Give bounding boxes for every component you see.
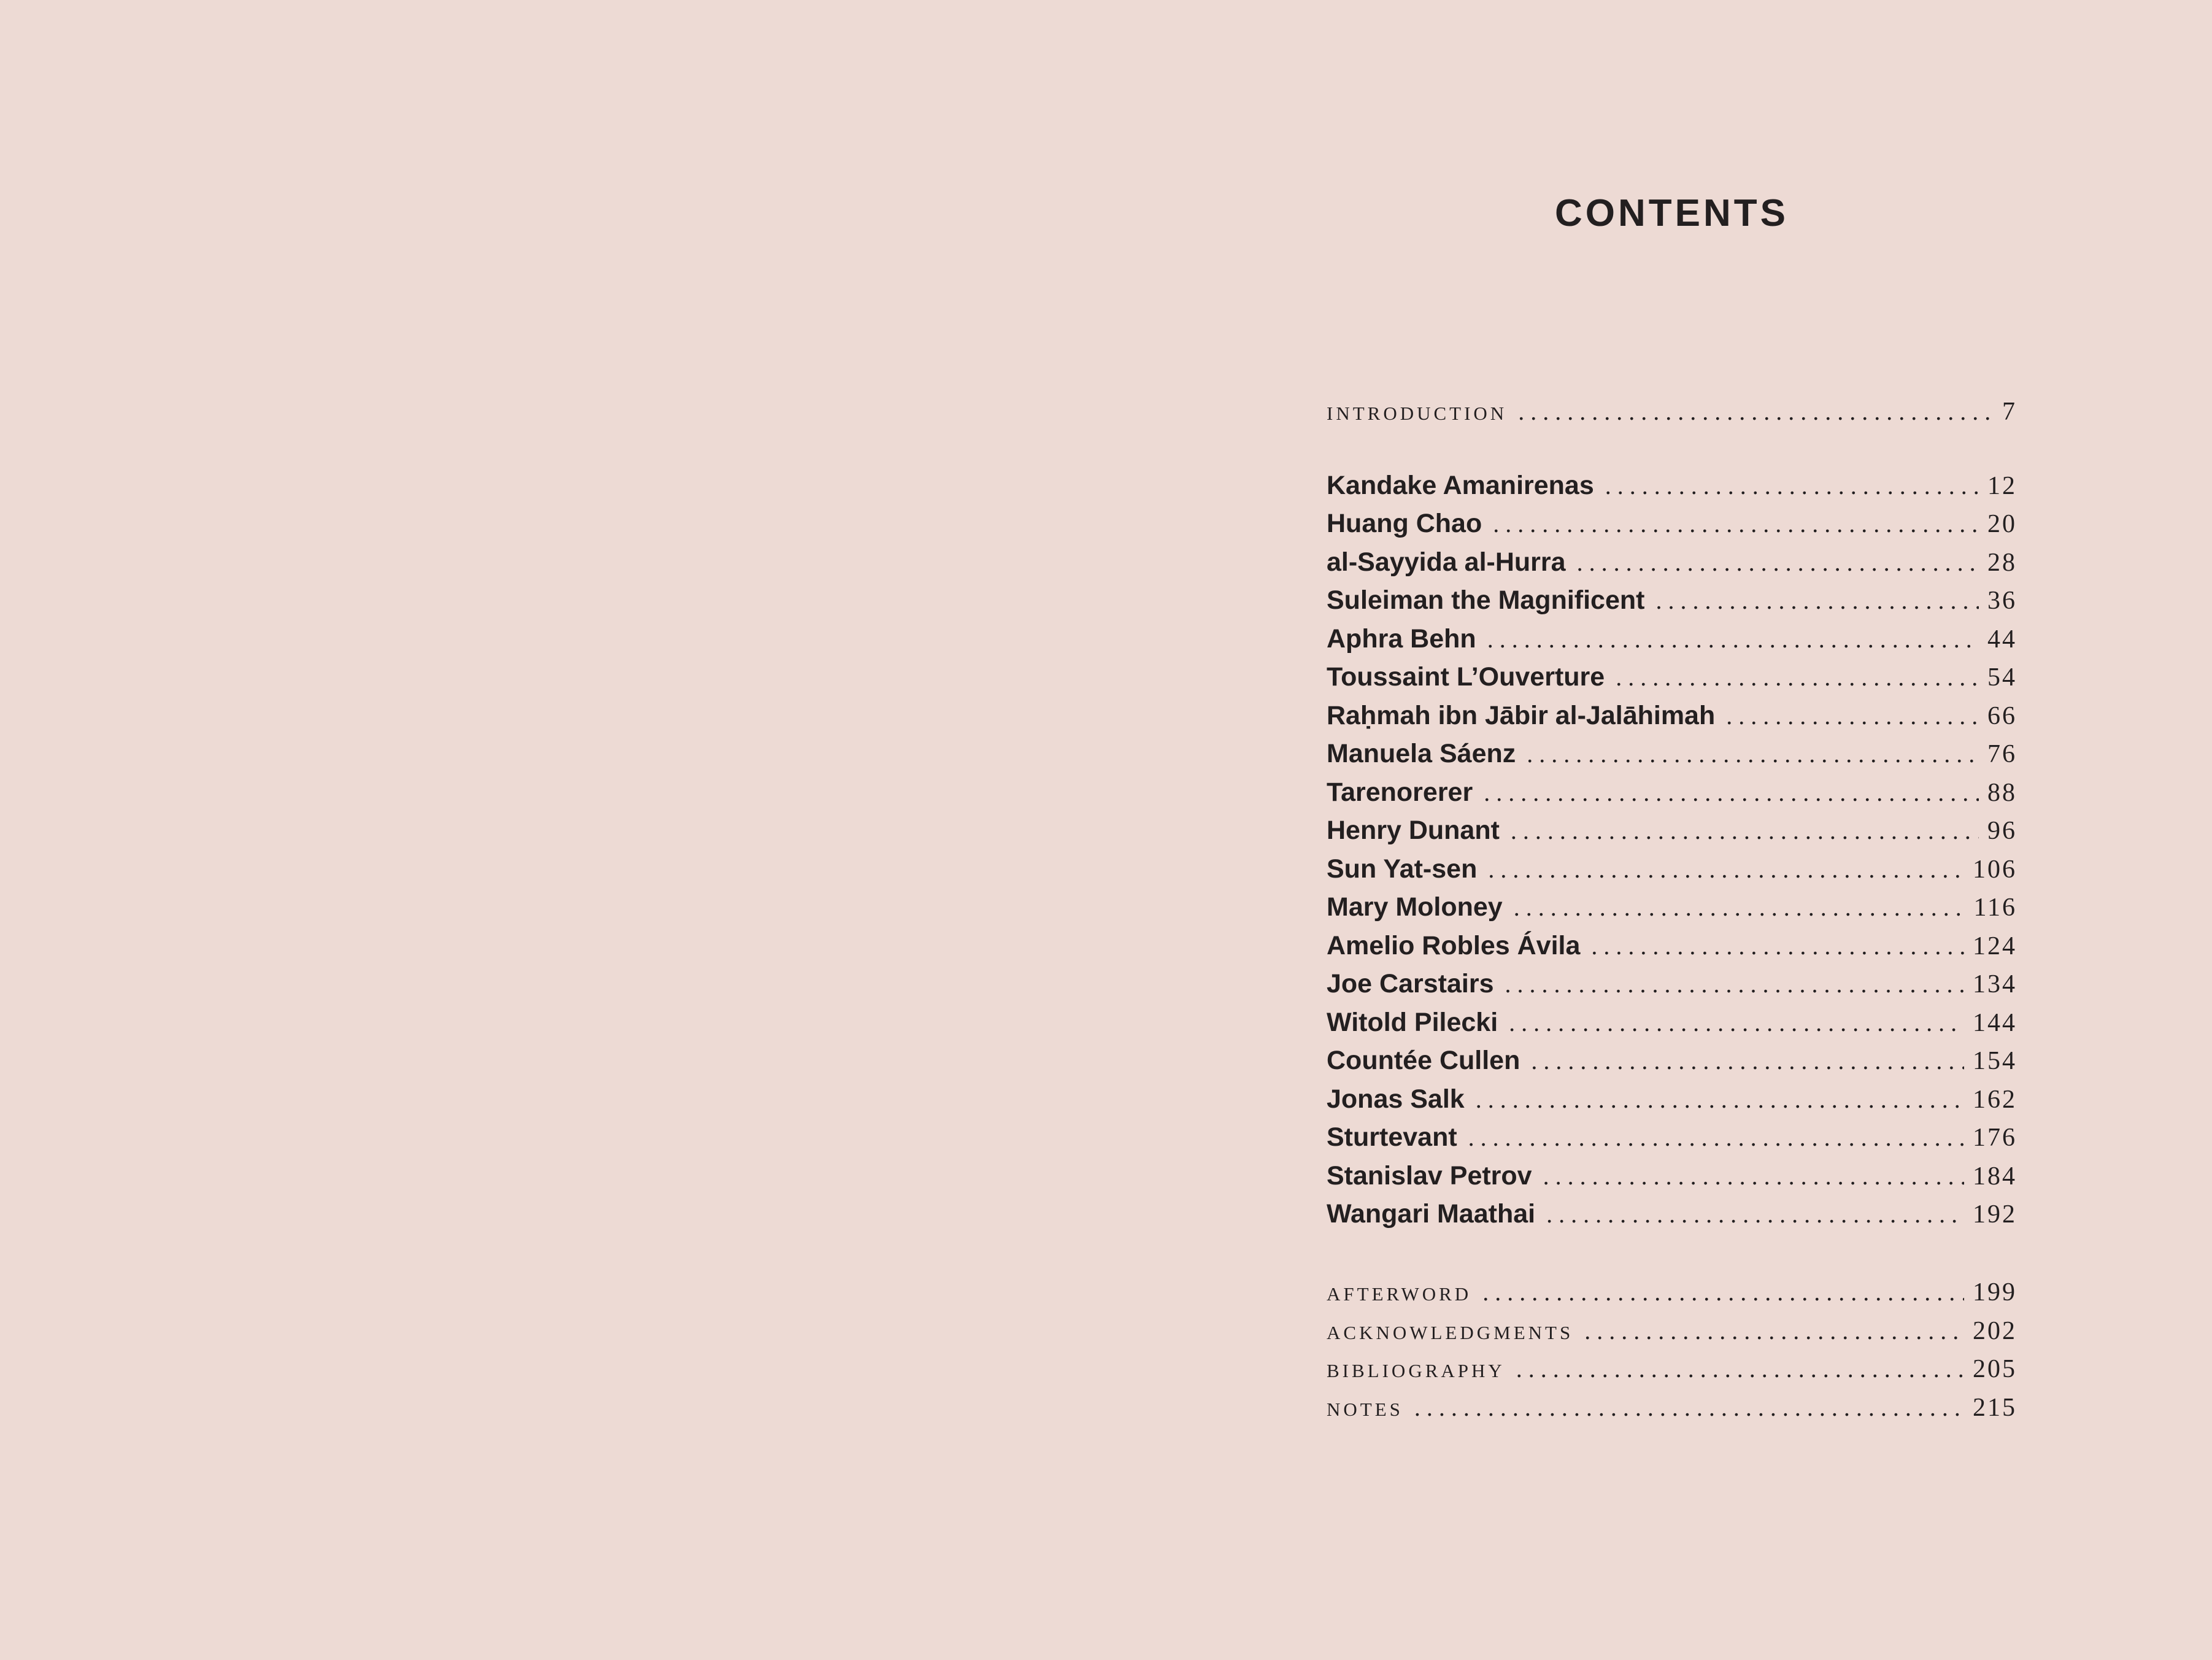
toc-entry-page: 205 [1973,1355,2017,1383]
toc-entry-page: 96 [1987,817,2017,845]
dot-leader [1655,582,1979,620]
toc-entry-chapter [1327,581,2017,619]
toc-entry-page: 202 [1973,1317,2017,1345]
toc-entry-page: 184 [1973,1162,2017,1191]
toc-entry-label: Aphra Behn [1327,624,1476,654]
toc-entry-chapter [1327,1118,2017,1156]
dot-leader [1518,393,1994,431]
toc-entry-label: Huang Chao [1327,509,1482,538]
dot-leader [1505,965,1965,1003]
dot-leader [1577,544,1979,582]
toc-entry-introduction [1327,393,2017,431]
toc-entry-page: 44 [1987,625,2017,654]
toc-entry-chapter [1327,466,2017,504]
dot-leader [1516,1350,1964,1388]
dot-leader [1543,1157,1964,1195]
toc-entry-page: 88 [1987,779,2017,807]
toc-entry-label: Joe Carstairs [1327,969,1494,998]
toc-entry-label: Witold Pilecki [1327,1008,1498,1037]
toc-entry-chapter [1327,1080,2017,1118]
toc-entry-label: Sun Yat-sen [1327,854,1478,884]
toc-entry-label: Amelio Robles Ávila [1327,931,1581,960]
toc-entry-label: ACKNOWLEDGMENTS [1327,1322,1574,1343]
toc-entry-chapter [1327,543,2017,581]
toc-entry-label: Kandake Amanirenas [1327,471,1594,500]
toc-entry-label: Stanislav Petrov [1327,1161,1532,1191]
toc-entry-label: Sturtevant [1327,1122,1457,1152]
toc-entry-label: Henry Dunant [1327,816,1500,845]
toc-entry-page: 20 [1987,510,2017,538]
toc-entry-bibliography [1327,1350,2017,1388]
dot-leader [1605,467,1979,505]
toc-entry-page: 76 [1987,740,2017,768]
toc-entry-page: 116 [1973,894,2017,922]
toc-entry-acknowledgments [1327,1312,2017,1350]
toc-entry-chapter [1327,1003,2017,1041]
dot-leader [1591,927,1964,965]
dot-leader [1531,1042,1964,1080]
toc-entry-page: 134 [1973,970,2017,998]
toc-entry-page: 66 [1987,702,2017,730]
toc-entry-label: BIBLIOGRAPHY [1327,1360,1505,1381]
dot-leader [1527,735,1979,773]
toc-entry-chapter [1327,658,2017,696]
toc-entry-page: 28 [1987,549,2017,577]
toc-entry-chapter [1327,773,2017,811]
dot-leader [1487,620,1979,658]
toc-entry-chapter [1327,965,2017,1003]
toc-entry-page: 215 [1973,1394,2017,1422]
dot-leader [1584,1312,1964,1350]
toc-entry-label: Mary Moloney [1327,892,1503,922]
toc-entry-chapter [1327,927,2017,965]
toc-entry-chapter [1327,504,2017,542]
toc-entry-label: Countée Cullen [1327,1046,1520,1075]
dot-leader [1514,889,1965,927]
dot-leader [1482,1273,1964,1311]
toc-entry-label: INTRODUCTION [1327,403,1508,424]
toc-entry-label: Toussaint L’Ouverture [1327,662,1605,692]
toc-entry-label: NOTES [1327,1399,1403,1420]
toc-entry-chapter [1327,1041,2017,1079]
dot-leader [1476,1081,1964,1119]
toc-entry-chapter [1327,1157,2017,1195]
toc-entry-page: 192 [1973,1200,2017,1229]
toc-entry-label: Manuela Sáenz [1327,739,1516,768]
toc-entry-chapter [1327,735,2017,773]
dot-leader [1488,851,1964,889]
toc-entry-chapter [1327,697,2017,735]
dot-leader [1468,1119,1964,1157]
dot-leader [1414,1389,1964,1427]
dot-leader [1616,658,1979,697]
toc-entry-label: AFTERWORD [1327,1283,1472,1305]
toc-entry-page: 162 [1973,1086,2017,1114]
toc-entry-notes [1327,1389,2017,1427]
toc-entry-page: 124 [1973,932,2017,960]
toc-entry-page: 199 [1973,1278,2017,1307]
toc-entry-label: Suleiman the Magnificent [1327,585,1645,615]
toc-entry-label: Raḥmah ibn Jābir al-Jalāhimah [1327,701,1716,730]
toc-entry-label: Jonas Salk [1327,1084,1465,1114]
toc-entry-chapter [1327,888,2017,926]
toc-entry-page: 176 [1973,1124,2017,1152]
toc-entry-chapter [1327,1195,2017,1233]
toc-entry-afterword [1327,1273,2017,1311]
toc-entry-page: 154 [1973,1047,2017,1075]
toc-entry-label: al-Sayyida al-Hurra [1327,547,1566,577]
toc-entry-chapter [1327,811,2017,849]
toc-entry-page: 36 [1987,587,2017,615]
dot-leader [1493,505,1979,543]
toc-entry-chapter [1327,620,2017,658]
toc-entry-chapter [1327,850,2017,888]
page-title: CONTENTS [1555,192,1789,234]
toc-entry-page: 54 [1987,663,2017,692]
toc-entry-page: 106 [1973,855,2017,884]
toc-entry-label: Tarenorerer [1327,778,1473,807]
toc-entry-page: 12 [1987,472,2017,500]
toc-entry-page: 7 [2002,398,2017,426]
dot-leader [1726,697,1979,735]
toc-entry-page: 144 [1973,1009,2017,1037]
dot-leader [1484,774,1979,812]
dot-leader [1511,812,1979,850]
toc-entry-label: Wangari Maathai [1327,1199,1536,1229]
dot-leader [1509,1004,1964,1042]
dot-leader [1546,1195,1964,1233]
